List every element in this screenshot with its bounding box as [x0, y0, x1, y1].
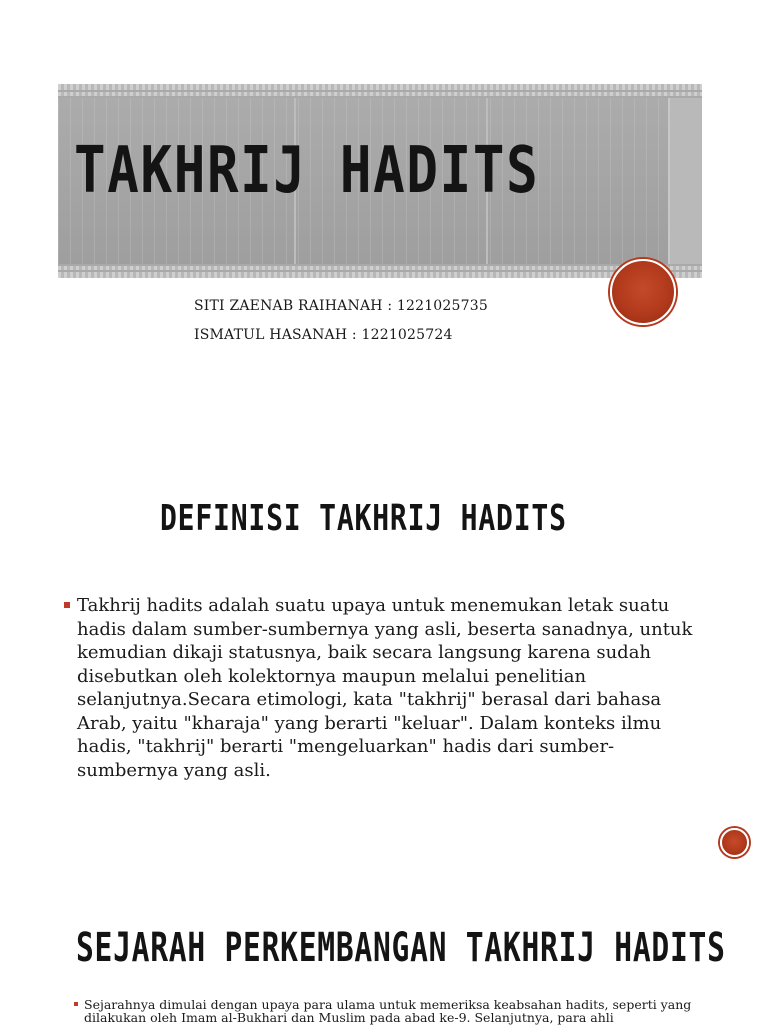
- banner-side-strip: [668, 98, 702, 264]
- definition-text: Takhrij hadits adalah suatu upaya untuk menemukan letak suatu hadis dalam sumber-sumbernya yang asli, beserta sanadnya, untuk kemudian dikaji statusnya, baik secara langsung karena sudah disebutkan oleh kolektornya maupun melalui penelitian selanjutnya.Secara etimologi, kata "takhrij" berasal dari bahasa Arab, yaitu "kharaja" yang berarti "keluar". Dalam konteks ilmu hadis, "takhrij" berarti "mengeluarkan" hadis dari sumber-sumbernya yang asli.: [77, 595, 693, 781]
- banner-band-top: [58, 84, 702, 90]
- bullet-icon: [64, 602, 70, 608]
- history-paragraph: [74, 998, 700, 1024]
- banner-band-bottom-inner: [58, 266, 702, 270]
- bullet-icon: [74, 1002, 78, 1006]
- banner-band-bottom: [58, 272, 702, 278]
- author-line-1: SITI ZAENAB RAIHANAH : 1221025735: [194, 298, 488, 314]
- history-heading: SEJARAH PERKEMBANGAN TAKHRIJ HADITS: [76, 925, 726, 971]
- author-line-2: ISMATUL HASANAH : 1221025724: [194, 327, 453, 343]
- history-text: Sejarahnya dimulai dengan upaya para ulama untuk memeriksa keabsahan hadits, seperti yang dilakukan oleh Imam al-Bukhari dan Muslim pada abad ke-9. Selanjutnya, para ahli: [84, 997, 692, 1025]
- definition-heading: DEFINISI TAKHRIJ HADITS: [160, 498, 567, 539]
- decorative-circle-small-icon: [720, 828, 749, 857]
- banner-band-top-inner: [58, 92, 702, 96]
- decorative-circle-icon: [610, 259, 676, 325]
- definition-paragraph: [64, 594, 704, 782]
- slide-title: TAKHRIJ HADITS: [74, 134, 540, 208]
